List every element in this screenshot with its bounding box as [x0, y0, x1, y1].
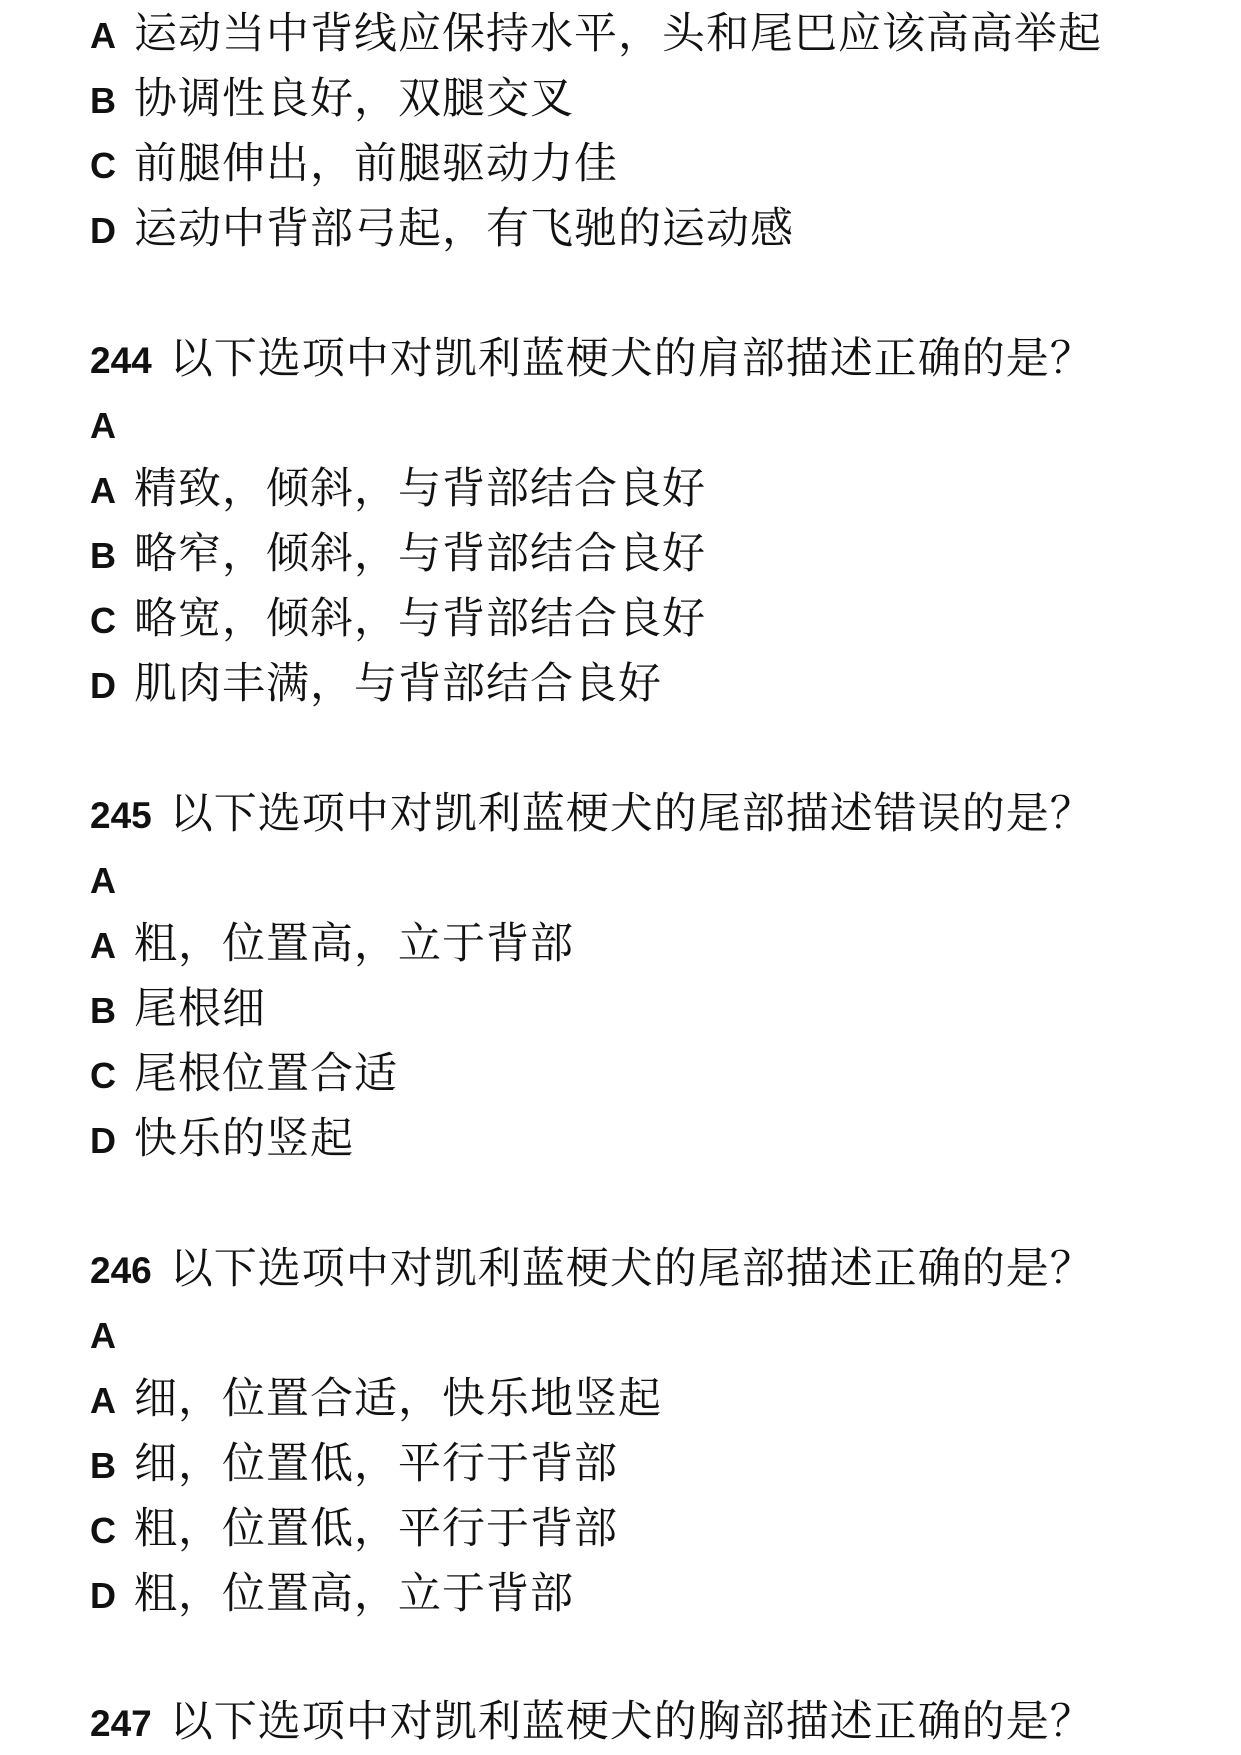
option-letter: C: [90, 1055, 116, 1096]
question-heading: [90, 1696, 1094, 1748]
option-row: [90, 1438, 618, 1490]
option-row: [90, 983, 266, 1035]
option-row: [90, 918, 574, 970]
answer-line: [90, 853, 116, 905]
option-row: [90, 658, 662, 710]
question-text: 以下选项中对凯利蓝梗犬的尾部描述错误的是？: [169, 789, 1094, 839]
option-text: 粗，位置高，立于背部: [134, 1569, 574, 1619]
option-letter: B: [90, 535, 116, 576]
option-row: [90, 8, 1102, 60]
question-heading: [90, 333, 1094, 385]
option-letter: A: [90, 925, 116, 966]
option-text: 略窄，倾斜，与背部结合良好: [134, 529, 706, 579]
answer-letter: A: [90, 405, 116, 446]
option-text: 协调性良好，双腿交叉: [134, 74, 574, 124]
option-letter: A: [90, 1380, 116, 1421]
option-text: 精致，倾斜，与背部结合良好: [134, 464, 706, 514]
option-text: 粗，位置高，立于背部: [134, 919, 574, 969]
question-number: 244: [90, 340, 152, 381]
option-text: 运动中背部弓起，有飞驰的运动感: [134, 204, 794, 254]
answer-letter: A: [90, 1315, 116, 1356]
option-text: 肌肉丰满，与背部结合良好: [134, 659, 662, 709]
option-row: [90, 1503, 618, 1555]
question-text: 以下选项中对凯利蓝梗犬的尾部描述正确的是？: [169, 1244, 1094, 1294]
option-letter: C: [90, 145, 116, 186]
question-text: 以下选项中对凯利蓝梗犬的胸部描述正确的是？: [169, 1697, 1094, 1747]
option-row: [90, 1048, 398, 1100]
option-text: 细，位置低，平行于背部: [134, 1439, 618, 1489]
question-number: 245: [90, 795, 152, 836]
option-text: 粗，位置低，平行于背部: [134, 1504, 618, 1554]
option-row: [90, 1568, 574, 1620]
option-text: 尾根细: [134, 984, 266, 1034]
answer-letter: A: [90, 860, 116, 901]
question-text: 以下选项中对凯利蓝梗犬的肩部描述正确的是？: [169, 334, 1094, 384]
option-text: 细，位置合适，快乐地竖起: [134, 1374, 662, 1424]
option-row: [90, 1113, 354, 1165]
option-row: [90, 463, 706, 515]
option-letter: D: [90, 210, 116, 251]
option-letter: A: [90, 15, 116, 56]
option-letter: C: [90, 600, 116, 641]
option-row: [90, 593, 706, 645]
option-text: 略宽，倾斜，与背部结合良好: [134, 594, 706, 644]
option-letter: D: [90, 1120, 116, 1161]
question-number: 247: [90, 1703, 152, 1744]
option-letter: B: [90, 1445, 116, 1486]
option-text: 快乐的竖起: [134, 1114, 354, 1164]
option-letter: C: [90, 1510, 116, 1551]
answer-line: [90, 398, 116, 450]
option-row: [90, 138, 618, 190]
answer-line: [90, 1308, 116, 1360]
option-row: [90, 203, 794, 255]
option-row: [90, 73, 574, 125]
option-row: [90, 528, 706, 580]
question-heading: [90, 1243, 1094, 1295]
option-text: 前腿伸出，前腿驱动力佳: [134, 139, 618, 189]
option-letter: A: [90, 470, 116, 511]
question-heading: [90, 788, 1094, 840]
option-row: [90, 1373, 662, 1425]
option-letter: D: [90, 1575, 116, 1616]
option-letter: D: [90, 665, 116, 706]
option-text: 尾根位置合适: [134, 1049, 398, 1099]
option-letter: B: [90, 990, 116, 1031]
option-text: 运动当中背线应保持水平，头和尾巴应该高高举起: [134, 9, 1102, 59]
option-letter: B: [90, 80, 116, 121]
question-number: 246: [90, 1250, 152, 1291]
